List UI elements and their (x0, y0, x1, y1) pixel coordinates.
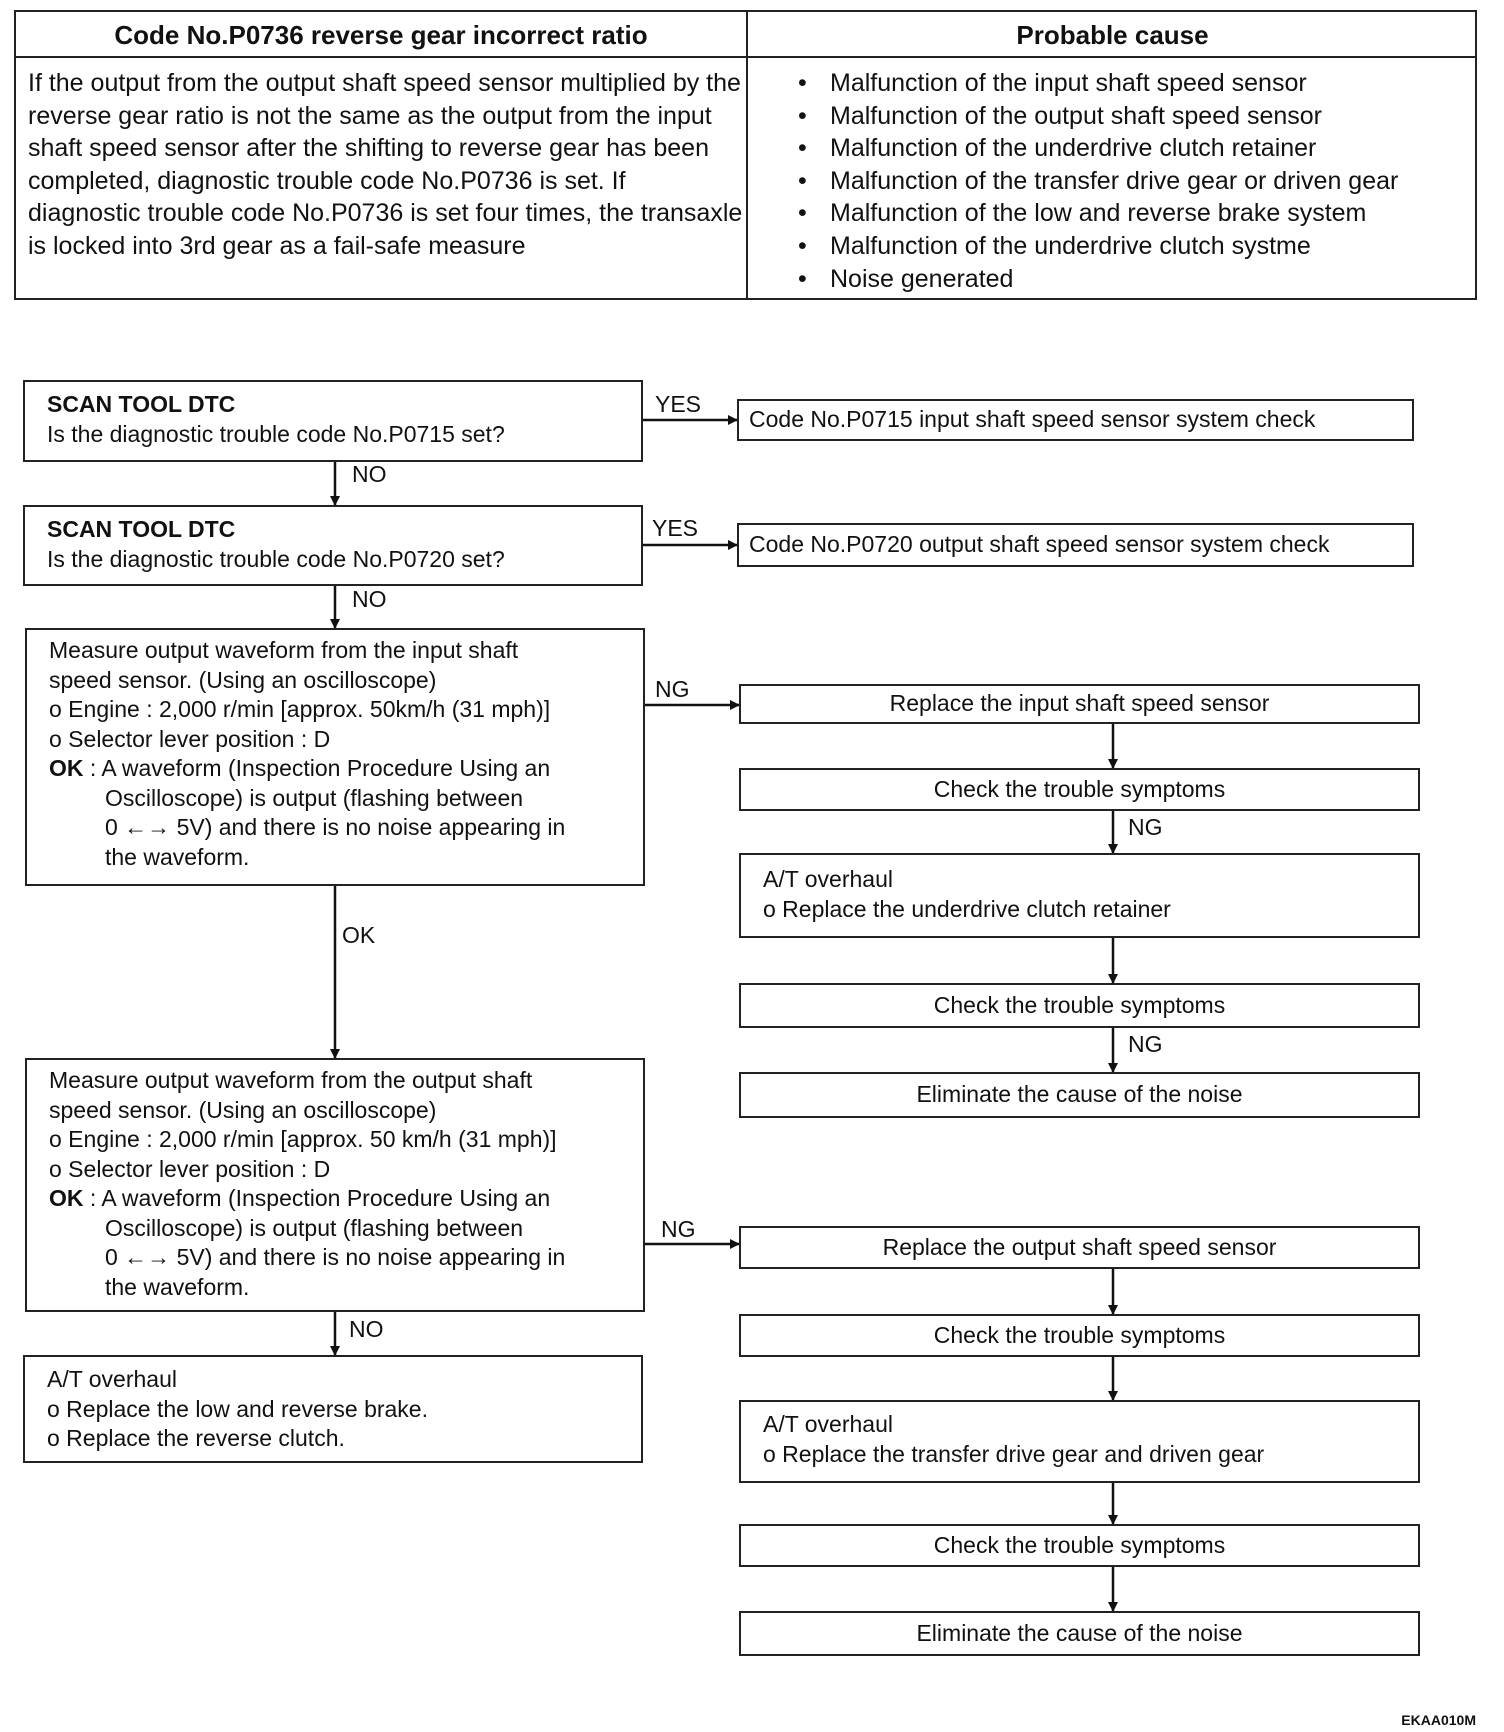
label-no: NO (349, 1316, 384, 1342)
code-description: If the output from the output shaft speed sensor multiplied by the reverse gear ratio is not the same as the output from the input shaft speed sensor after the shifting to reverse gear has been completed, diagnostic trouble code No.P0736 is set. If diagnostic trouble code No.P0736 is set four times, the transaxle is locked into 3rd gear as a fail-safe measure (28, 69, 743, 260)
replace-input-sensor-box: Replace the input shaft speed sensor (739, 684, 1420, 724)
label-no: NO (352, 586, 387, 612)
cause-item: • Noise generated (778, 263, 1468, 296)
bullet-icon: • (798, 134, 807, 163)
step-scan-p0720 (23, 505, 643, 586)
label-ng: NG (655, 676, 690, 702)
cause-item: • Malfunction of the underdrive clutch systme (778, 230, 1468, 263)
ok-criteria-label: OK (49, 755, 84, 781)
result-p0715-check: Code No.P0715 input shaft speed sensor system check (737, 399, 1414, 441)
label-ng: NG (661, 1216, 696, 1242)
overhaul-transfer-gear-box: A/T overhaul o Replace the transfer drive gear and driven gear (739, 1400, 1420, 1483)
check-symptoms-box: Check the trouble symptoms (739, 768, 1420, 811)
step-question: Is the diagnostic trouble code No.P0715 set? (47, 420, 505, 447)
label-no: NO (352, 461, 387, 487)
label-ng: NG (1128, 814, 1163, 840)
table-header-code: Code No.P0736 reverse gear incorrect ratio (114, 20, 648, 50)
step-question: Is the diagnostic trouble code No.P0720 set? (47, 545, 505, 572)
bullet-icon: • (798, 264, 807, 293)
cause-item: • Malfunction of the input shaft speed sensor (778, 67, 1468, 100)
replace-output-sensor-box: Replace the output shaft speed sensor (739, 1226, 1420, 1269)
label-yes: YES (652, 515, 699, 541)
check-symptoms-box: Check the trouble symptoms (739, 1314, 1420, 1357)
bullet-icon: • (798, 101, 807, 130)
step-output-waveform: Measure output waveform from the output shaft speed sensor. (Using an oscilloscope) o Engine : 2,000 r/min [approx. 50 km/h (31 mph)] o Selector lever position : D OK : A waveform (Inspection Procedure Using an Oscilloscope) is output (flashing between 0 ←→ 5V) and there is no noise appearing in the waveform. (25, 1058, 645, 1312)
figure-code: EKAA010M (1401, 1712, 1476, 1728)
check-symptoms-box: Check the trouble symptoms (739, 1524, 1420, 1567)
result-p0720-check: Code No.P0720 output shaft speed sensor system check (737, 523, 1414, 567)
label-ng: NG (1128, 1031, 1163, 1057)
bullet-icon: • (798, 231, 807, 260)
ok-criteria-label: OK (49, 1185, 84, 1211)
eliminate-noise-box: Eliminate the cause of the noise (739, 1611, 1420, 1656)
table-header-cause: Probable cause (1016, 20, 1209, 50)
check-symptoms-box: Check the trouble symptoms (739, 983, 1420, 1028)
label-ok: OK (342, 922, 376, 948)
eliminate-noise-box: Eliminate the cause of the noise (739, 1072, 1420, 1118)
label-yes: YES (655, 391, 702, 417)
step-scan-p0715 (23, 380, 643, 462)
cause-item: • Malfunction of the transfer drive gear or driven gear (778, 165, 1468, 198)
bullet-icon: • (798, 199, 807, 228)
bullet-icon: • (798, 166, 807, 195)
cause-item: • Malfunction of the underdrive clutch retainer (778, 132, 1468, 165)
cause-item: • Malfunction of the low and reverse brake system (778, 197, 1468, 230)
bullet-icon: • (798, 69, 807, 97)
cause-item: • Malfunction of the output shaft speed sensor (778, 100, 1468, 133)
step-title: SCAN TOOL DTC (47, 391, 236, 417)
step-overhaul-low-reverse: A/T overhaul o Replace the low and reverse brake. o Replace the reverse clutch. (23, 1355, 643, 1463)
step-title: SCAN TOOL DTC (47, 516, 236, 542)
overhaul-underdrive-box: A/T overhaul o Replace the underdrive clutch retainer (739, 853, 1420, 938)
step-input-waveform: Measure output waveform from the input shaft speed sensor. (Using an oscilloscope) o Engine : 2,000 r/min [approx. 50km/h (31 mph)] o Selector lever position : D OK : A waveform (Inspection Procedure Using an Oscilloscope) is output (flashing between 0 ←→ 5V) and there is no noise appearing in the waveform. (25, 628, 645, 886)
